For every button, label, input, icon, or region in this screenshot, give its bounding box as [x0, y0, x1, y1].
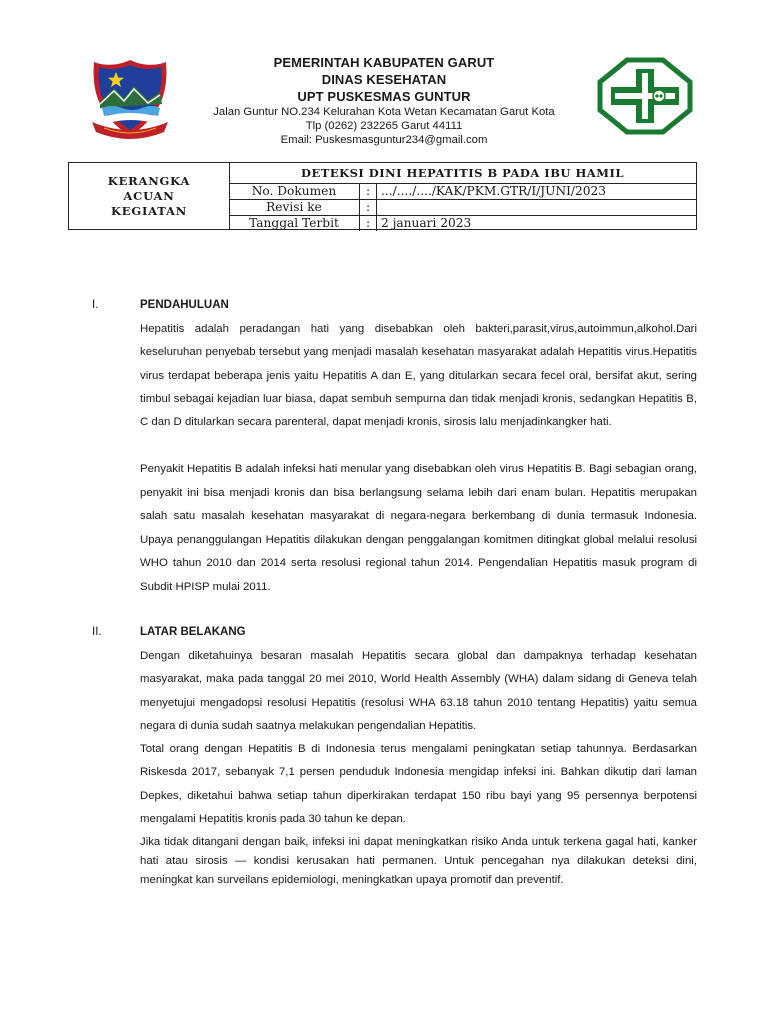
department-name: DINAS KESEHATAN: [321, 72, 447, 87]
kak-row-colon: :: [360, 200, 377, 215]
kak-row-document-number: [229, 184, 696, 200]
section-number: I.: [92, 299, 99, 311]
puskesmas-cross-logo-icon: [597, 57, 693, 135]
kak-label-cell: [69, 163, 230, 229]
paragraph: Total orang dengan Hepatitis B di Indonesia terus mengalami peningkatan setiap tahunnya. Berdasarkan Riskesda 2017, sebanyak 7,1 persen penduduk Indonesia mengidap infeksi ini. Bahkan dikutip dari laman Depkes, diketahui bahwa setiap tahun diperkirakan terdapat 150 ribu bayi yang 95 persennya berpotensi mengalami Hepatitis kronis pada 30 tahun ke depan.: [140, 743, 697, 825]
kak-label-line1: KERANGKA: [107, 173, 191, 188]
kak-detail-cell: [229, 163, 696, 229]
kak-row-colon: :: [360, 184, 377, 199]
section-number: II.: [92, 626, 102, 638]
address-line: Jalan Guntur NO.234 Kelurahan Kota Wetan Kecamatan Garut Kota: [213, 106, 555, 118]
kak-row-revision: [229, 200, 696, 216]
paragraph: Jika tidak ditangani dengan baik, infeksi ini dapat meningkatkan risiko Anda untuk terkena gagal hati, kanker hati atau sirosis — kondisi kerusakan hati permanen. Untuk pencegahan nya dilakukan deteksi dini, meningkat kan surveilans epidemiologi, meningkatkan upaya promotif dan preventif.: [140, 836, 697, 886]
kak-row-label: Revisi ke: [229, 200, 360, 215]
letterhead-text: [180, 54, 588, 147]
kak-label-line3: KEGIATAN: [110, 203, 188, 218]
kak-row-colon: :: [360, 216, 377, 231]
paragraph: Penyakit Hepatitis B adalah infeksi hati menular yang disebabkan oleh virus Hepatitis B. Bagi sebagian orang, penyakit ini bisa menjadi kronis dan bisa berlangsung selama lebih dari enam bulan. Hepatitis merupakan salah satu masalah kesehatan masyarakat di negara-negara berkembang di dunia termasuk Indonesia. Upaya penanggulangan Hepatitis dilakukan dengan penggalangan komitmen ditingkat global melalui resolusi WHO tahun 2010 dan 2014 serta resolusi regional tahun 2014. Pengendalian Hepatitis masuk program di Subdit HPISP mulai 2011.: [140, 463, 697, 593]
garut-regency-emblem-icon: [90, 58, 170, 140]
kak-row-label: Tanggal Terbit: [229, 216, 360, 231]
institution-name: UPT PUSKESMAS GUNTUR: [297, 89, 471, 104]
phone-line: Tlp (0262) 232265 Garut 44111: [305, 120, 463, 132]
kak-label-line2: ACUAN: [123, 188, 175, 203]
paragraph: Dengan diketahuinya besaran masalah Hepatitis secara global dan dampaknya terhadap kesehatan masyarakat, maka pada tanggal 20 mei 2010, World Health Assembly (WHA) dalam sidang di Geneva telah menyetujui mengadopsi resolusi Hepatitis (resolusi WHA 63.18 tahun 2010 tentang Hepatitis) yaitu semua negara di dunia sudah saatnya melakukan pengendalian Hepatitis.: [140, 650, 697, 732]
paragraph: Hepatitis adalah peradangan hati yang disebabkan oleh bakteri,parasit,virus,autoimmun,alkohol.Dari keseluruhan penyebab tersebut yang menjadi masalah kesehatan masyarakat adalah Hepatitis virus.Hepatitis virus terdapat beberapa jenis yaitu Hepatitis A dan E, yang ditularkan secara fecel oral, bersifat akut, sering timbul sebagai kejadian luar biasa, dapat sembuh sempurna dan tidak menjadi kronis, sedangkan Hepatitis B, C dan D ditularkan secara parenteral, dapat menjadi kronis, sirosis lalu menjadinkangker hati.: [140, 323, 697, 429]
kak-row-value: 2 januari 2023: [381, 216, 472, 230]
email-line: Email: Puskesmasguntur234@gmail.com: [280, 134, 488, 146]
kak-row-label: No. Dokumen: [229, 184, 360, 199]
section-title: PENDAHULUAN: [140, 299, 229, 311]
kak-title: DETEKSI DINI HEPATITIS B PADA IBU HAMIL: [229, 163, 696, 184]
kak-row-issue-date: [229, 216, 696, 231]
kak-row-value: .../..../..../KAK/PKM.GTR/I/JUNI/2023: [381, 184, 607, 198]
kak-header-table: [68, 162, 697, 230]
government-name: PEMERINTAH KABUPATEN GARUT: [273, 55, 495, 70]
section-title: LATAR BELAKANG: [140, 626, 246, 638]
letterhead: [0, 0, 768, 150]
